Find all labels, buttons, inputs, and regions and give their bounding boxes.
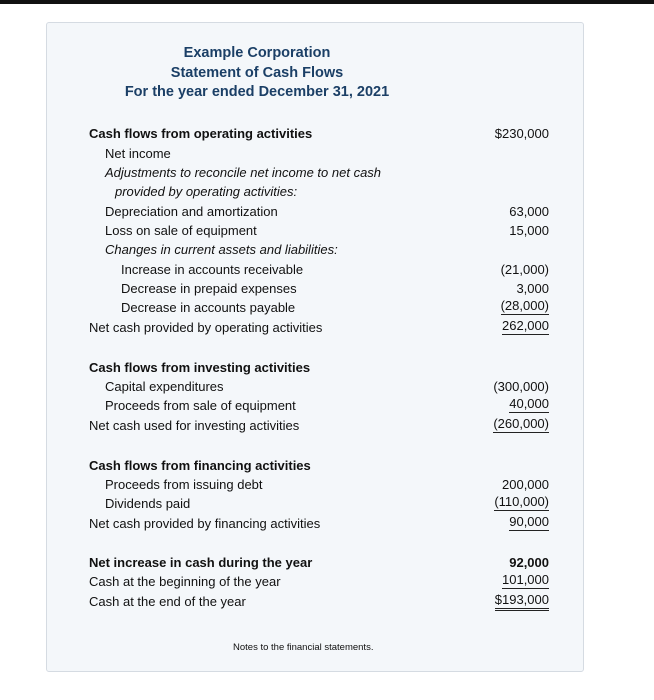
equipment-proceeds-label: Proceeds from sale of equipment: [105, 398, 296, 413]
debt-label: Proceeds from issuing debt: [105, 477, 263, 492]
dividends-value: (110,000): [494, 494, 549, 509]
debt-value: 200,000: [502, 477, 549, 492]
receivable-label: Increase in accounts receivable: [121, 262, 304, 277]
prepaid-label: Decrease in prepaid expenses: [121, 281, 297, 296]
receivable-row: [89, 260, 549, 279]
equipment-proceeds-value: 40,000: [509, 396, 549, 411]
depreciation-row: [89, 202, 549, 221]
changes-row: [89, 240, 549, 259]
financing-heading-row: [89, 456, 549, 475]
cash-beginning-row: [89, 572, 549, 591]
net-increase-row: [89, 553, 549, 572]
company-name: Example Corporation: [183, 45, 331, 61]
prepaid-row: [89, 279, 549, 298]
payable-label: Decrease in accounts payable: [121, 300, 296, 315]
operating-net-row: [89, 318, 549, 337]
prepaid-value: 3,000: [516, 281, 549, 296]
capex-row: [89, 377, 549, 396]
equipment-proceeds-row: [89, 396, 549, 415]
capex-value: (300,000): [493, 379, 549, 394]
adjustments-row-2: [89, 182, 549, 201]
operating-heading-row: [89, 124, 549, 143]
debt-row: [89, 475, 549, 494]
operating-heading: Cash flows from operating activities: [89, 126, 313, 141]
dividends-label: Dividends paid: [105, 496, 191, 511]
cash-beginning-value: 101,000: [502, 572, 549, 587]
statement-header: [47, 44, 467, 103]
payable-row: [89, 298, 549, 317]
adjustments-row: [89, 163, 549, 182]
operating-heading-value: $230,000: [494, 126, 549, 141]
loss-sale-value: 15,000: [509, 223, 549, 238]
adjustments-label-2: provided by operating activities:: [115, 184, 298, 199]
depreciation-value: 63,000: [509, 204, 549, 219]
net-increase-label: Net increase in cash during the year: [89, 555, 313, 570]
depreciation-label: Depreciation and amortization: [105, 204, 278, 219]
net-income-label: Net income: [105, 146, 171, 161]
investing-heading-row: [89, 358, 549, 377]
investing-net-row: [89, 416, 549, 435]
changes-label: Changes in current assets and liabilities:: [105, 242, 338, 257]
operating-net-label: Net cash provided by operating activities: [89, 320, 323, 335]
financing-net-label: Net cash provided by financing activities: [89, 516, 321, 531]
statement-period: For the year ended December 31, 2021: [124, 84, 390, 100]
receivable-value: (21,000): [500, 262, 549, 277]
notes-caption: Notes to the financial statements.: [233, 642, 374, 653]
investing-net-value: (260,000): [493, 416, 549, 431]
payable-value: (28,000): [500, 298, 549, 313]
cash-end-row: [89, 592, 549, 611]
financing-heading: Cash flows from financing activities: [89, 458, 311, 473]
cash-flow-statement: [46, 22, 584, 672]
top-border: [0, 0, 654, 4]
dividends-row: [89, 494, 549, 513]
loss-sale-label: Loss on sale of equipment: [105, 223, 257, 238]
investing-heading: Cash flows from investing activities: [89, 360, 311, 375]
net-increase-value: 92,000: [509, 555, 549, 570]
operating-net-value: 262,000: [502, 318, 549, 333]
investing-net-label: Net cash used for investing activities: [89, 418, 300, 433]
cash-end-label: Cash at the end of the year: [89, 594, 246, 609]
financing-net-row: [89, 514, 549, 533]
adjustments-label: Adjustments to reconcile net income to net cash: [105, 165, 382, 180]
financing-net-value: 90,000: [509, 514, 549, 529]
net-income-row: [89, 144, 549, 163]
capex-label: Capital expenditures: [105, 379, 224, 394]
cash-end-value: $193,000: [495, 592, 549, 611]
loss-sale-row: [89, 221, 549, 240]
cash-beginning-label: Cash at the beginning of the year: [89, 574, 281, 589]
statement-title: Statement of Cash Flows: [170, 64, 344, 81]
